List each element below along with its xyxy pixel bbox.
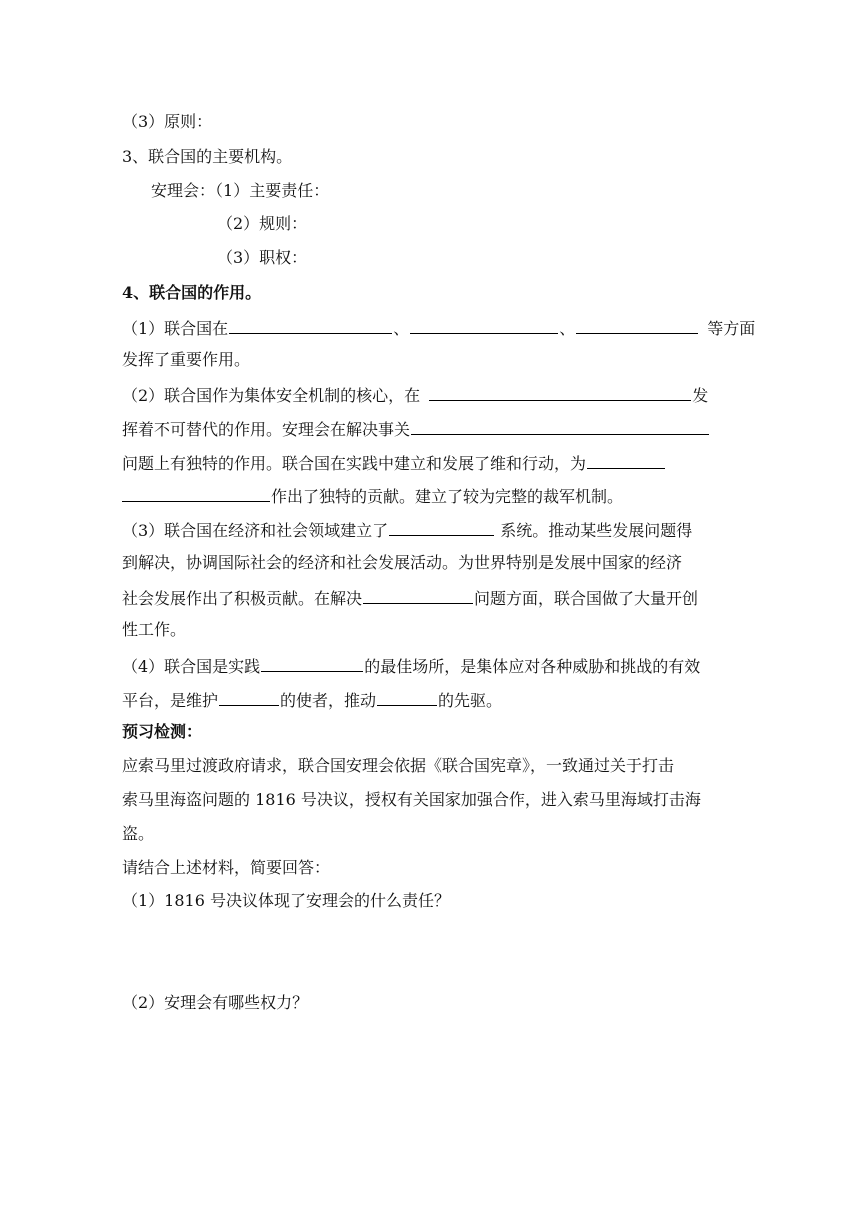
council-responsibility-line [151,181,329,201]
fill-blank[interactable] [229,317,392,334]
role-4-text-b: 的最佳场所，是集体应对各种威胁和挑战的有效 [364,657,701,676]
role-4-line1 [122,655,700,677]
fill-blank[interactable] [122,485,270,502]
fill-blank[interactable] [576,317,698,334]
role-2-line1 [122,384,708,406]
role-1-line1 [122,317,755,339]
fill-blank[interactable] [411,418,709,435]
role-3-line1 [122,519,692,541]
separator: 、 [393,319,410,338]
council-item-3: （3）职权： [217,248,308,267]
council-label: 安理会： [151,181,216,200]
role-4-line2 [122,689,502,711]
role-2-line2 [122,418,710,440]
preview-heading: 预习检测： [122,722,203,741]
role-3-text-a: （3）联合国在经济和社会领域建立了 [122,521,389,540]
role-3-line4: 性工作。 [122,620,187,639]
answer-prompt: 请结合上述材料，简要回答： [122,858,331,877]
material-line-1: 应索马里过渡政府请求，联合国安理会依据《联合国宪章》，一致通过关于打击 [122,756,675,775]
role-2-line3 [122,452,666,474]
fill-blank[interactable] [429,384,691,401]
question-1: （1）1816 号决议体现了安理会的什么责任？ [122,891,450,910]
role-3-text-b: 系统。推动某些发展问题得 [495,521,693,540]
section4-heading: 4、联合国的作用。 [122,283,262,302]
council-item-1: （1）主要责任： [215,181,330,200]
council-item-2: （2）规则： [217,214,308,233]
material-line-3: 盗。 [122,824,155,843]
fill-blank[interactable] [377,689,437,706]
role-1-text-a: （1）联合国在 [122,319,229,338]
material-line-2: 索马里海盗问题的 1816 号决议，授权有关国家加强合作，进入索马里海域打击海 [122,790,701,809]
role-2-text-d: 问题上有独特的作用。联合国在实践中建立和发展了维和行动，为 [122,454,587,473]
role-2-text-a: （2）联合国作为集体安全机制的核心，在 [122,386,421,405]
separator: 、 [559,319,576,338]
role-2-text-e: 作出了独特的贡献。建立了较为完整的裁军机制。 [271,487,624,506]
fill-blank[interactable] [410,317,558,334]
role-3-line3 [122,587,698,609]
role-2-text-b: 发 [692,386,709,405]
question-2: （2）安理会有哪些权力？ [122,993,309,1012]
fill-blank[interactable] [587,452,665,469]
role-3-text-d: 社会发展作出了积极贡献。在解决 [122,589,363,608]
role-4-text-a: （4）联合国是实践 [122,657,261,676]
role-4-text-d: 的使者，推动 [280,691,377,710]
fill-blank[interactable] [389,519,494,536]
role-3-text-e: 问题方面，联合国做了大量开创 [474,589,699,608]
role-2-text-c: 挥着不可替代的作用。安理会在解决事关 [122,420,411,439]
fill-blank[interactable] [363,587,473,604]
role-3-line2: 到解决，协调国际社会的经济和社会发展活动。为世界特别是发展中国家的经济 [122,553,683,572]
role-2-line4 [122,485,623,507]
section3-heading: 3、联合国的主要机构。 [122,147,293,166]
fill-blank[interactable] [219,689,279,706]
item-principle: （3）原则： [122,112,213,131]
role-4-text-e: 的先驱。 [438,691,503,710]
role-4-text-c: 平台，是维护 [122,691,219,710]
role-1-text-b: 等方面 [707,319,756,338]
role-1-line2: 发挥了重要作用。 [122,350,251,369]
fill-blank[interactable] [261,655,363,672]
